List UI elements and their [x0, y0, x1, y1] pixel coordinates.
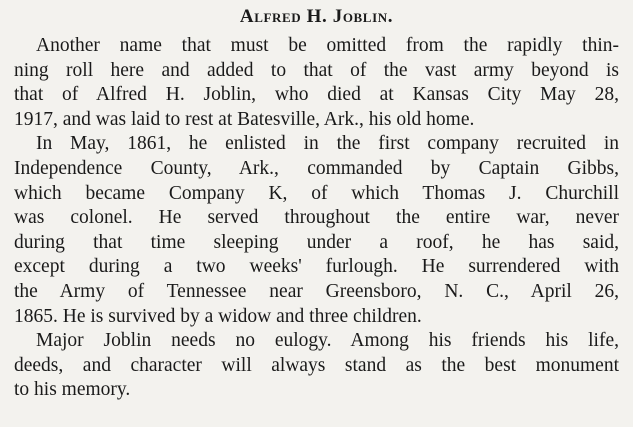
text-line: Another name that must be omitted from the rapidly thin- [36, 35, 619, 56]
paragraph-2 [14, 132, 619, 329]
text-line: during that time sleeping under a roof, he has said, [14, 231, 619, 253]
text-line: deeds, and character will always stand as the best monument [14, 354, 619, 376]
text-line: was colonel. He served throughout the entire war, never [14, 207, 619, 229]
text-line: 1865. He is survived by a widow and three children. [14, 305, 422, 327]
text-line: In May, 1861, he enlisted in the first company recruited in [36, 133, 619, 155]
article-heading: Alfred H. Joblin. [239, 6, 394, 27]
text-line: ning roll here and added to that of the vast army beyond is [14, 59, 619, 81]
text-line: to his memory. [14, 379, 131, 401]
paragraph-1 [14, 34, 619, 132]
text-line: 1917, and was laid to rest at Batesville, Ark., his old home. [14, 108, 475, 130]
paragraph-3 [14, 329, 619, 403]
text-line: which became Company K, of which Thomas J. Churchill [14, 182, 619, 204]
text-line: Independence County, Ark., commanded by Captain Gibbs, [14, 157, 619, 179]
text-line: Major Joblin needs no eulogy. Among his friends his life, [36, 330, 619, 352]
text-line: the Army of Tennessee near Greensboro, N. C., April 26, [14, 280, 619, 302]
text-line: that of Alfred H. Joblin, who died at Kansas City May 28, [14, 84, 619, 106]
text-line: except during a two weeks' furlough. He surrendered with [14, 256, 619, 278]
